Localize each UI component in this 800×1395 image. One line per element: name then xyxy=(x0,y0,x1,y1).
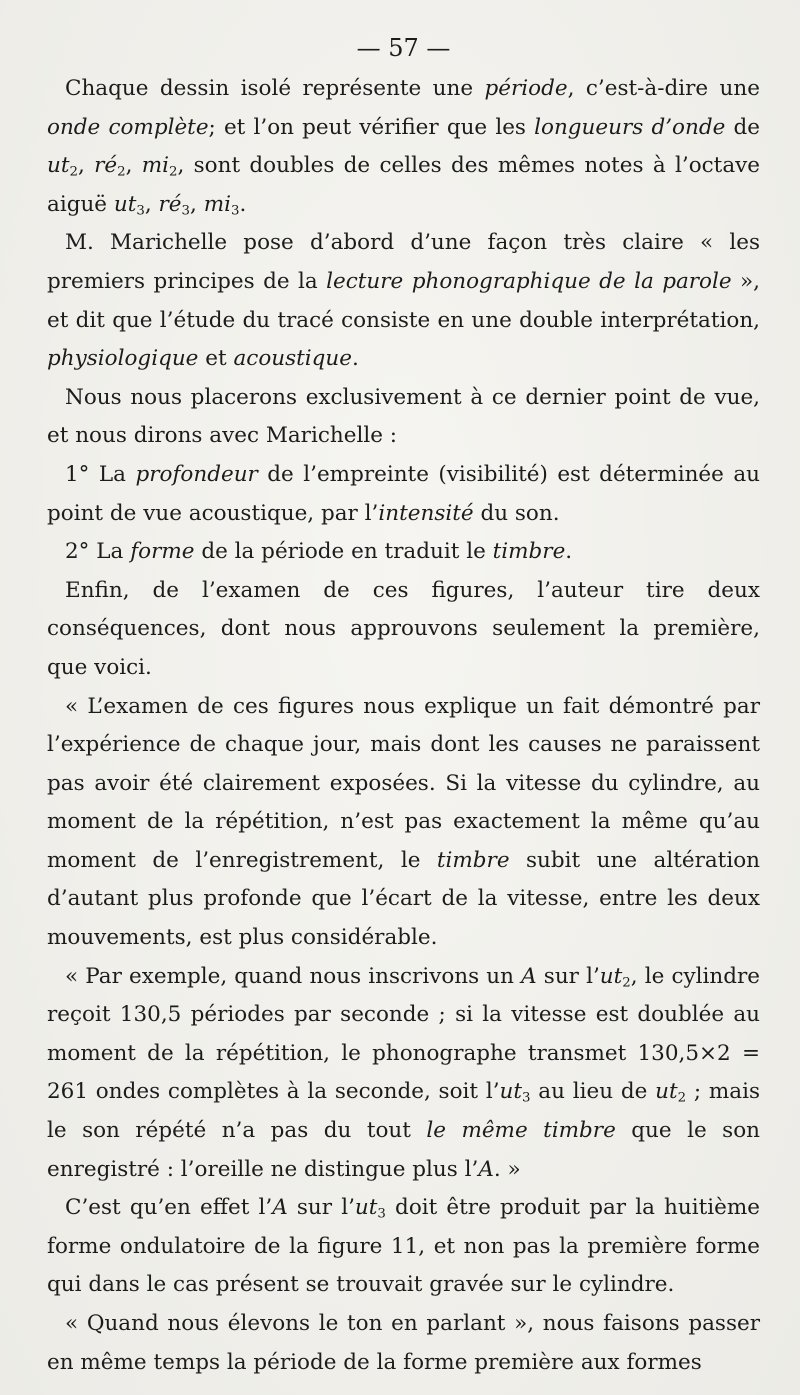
subscript: 3 xyxy=(136,203,145,219)
italic-text: lecture phonographique de la parole xyxy=(326,268,732,294)
page-number: — 57 — xyxy=(356,34,451,62)
text-run: de xyxy=(725,114,760,140)
italic-text: A xyxy=(272,1195,288,1221)
text-run: , xyxy=(190,191,204,217)
italic-text: physiologique xyxy=(47,346,199,372)
paragraph xyxy=(47,1305,760,1382)
text-run: , xyxy=(125,153,142,179)
subscript: 2 xyxy=(117,164,126,180)
text-run: M. Marichelle pose d’abord d’une façon très claire « les premiers principes de la xyxy=(47,230,760,294)
subscript: 2 xyxy=(677,1090,687,1106)
italic-text: ut xyxy=(655,1079,678,1105)
italic-text: timbre xyxy=(492,539,566,565)
text-run: », et dit que l’étude du tracé consiste en une double interprétation, xyxy=(47,268,761,333)
subscript: 3 xyxy=(181,203,191,219)
text-run: Chaque dessin isolé représente une xyxy=(65,76,485,101)
italic-text: mi xyxy=(203,191,231,217)
text-run: , c’est-à-dire une xyxy=(567,76,760,101)
text-run: . xyxy=(239,191,247,217)
text-run: au lieu de xyxy=(530,1079,656,1105)
paragraph xyxy=(47,379,760,456)
text-run: . » xyxy=(493,1156,521,1182)
text-run: ; mais le son répété n’a pas du tout xyxy=(47,1079,761,1144)
italic-text: le même timbre xyxy=(426,1118,616,1144)
text-run: « Quand nous élevons le ton en parlant », nous faisons passer en même temps la période de la forme première aux formes xyxy=(47,1311,760,1375)
text-run: sur l’ xyxy=(536,963,600,989)
text-run: de l’empreinte (visibilité) est déterminée au point de vue acoustique, par l’ xyxy=(47,461,760,526)
subscript: 3 xyxy=(522,1090,531,1106)
text-run: . xyxy=(352,346,359,372)
text-run: ; et l’on peut vérifier que les xyxy=(208,114,535,140)
text-run: et xyxy=(198,346,234,372)
italic-text: mi xyxy=(141,153,170,179)
text-run: 2° La xyxy=(65,539,131,565)
text-run: doit être produit par la huitième forme ondulatoire de la figure 11, et non pas la première forme qui dans le cas présent se trouvait gravée sur le cylindre. xyxy=(47,1195,760,1298)
italic-text: onde complète xyxy=(47,114,209,140)
italic-text: profondeur xyxy=(135,461,258,487)
text-run: sur l’ xyxy=(287,1195,355,1221)
italic-text: ut xyxy=(599,963,623,989)
text-run: Enfin, de l’examen de ces figures, l’auteur tire deux conséquences, dont nous approuvons seulement la première, que voici. xyxy=(47,577,760,680)
text-run: 1° La xyxy=(65,461,136,487)
italic-text: ut xyxy=(499,1079,523,1105)
subscript: 2 xyxy=(622,974,631,990)
paragraph xyxy=(47,456,760,533)
italic-text: acoustique xyxy=(233,346,352,372)
italic-text: ut xyxy=(354,1195,378,1221)
paragraph xyxy=(47,1189,760,1305)
italic-text: ut xyxy=(47,153,70,179)
text-run: C’est qu’en effet l’ xyxy=(65,1195,273,1221)
text-run: . xyxy=(565,539,573,565)
subscript: 2 xyxy=(69,164,78,180)
paragraph xyxy=(47,70,760,224)
body-text xyxy=(47,70,760,1382)
paragraph xyxy=(47,533,760,572)
subscript: 2 xyxy=(169,164,178,180)
subscript: 3 xyxy=(377,1206,386,1222)
italic-text: A xyxy=(521,963,537,989)
italic-text: période xyxy=(484,76,568,101)
text-run: de la période en traduit le xyxy=(194,539,493,565)
text-run: « L’examen de ces figures nous explique un fait démontré par l’expérience de chaque jour, mais dont les causes ne paraissent pas avoir été clairement exposées. Si la vitesse du cylindre, au moment de la répétition, n’est pas exactement la même qu’au moment de l’enregistrement, le xyxy=(47,693,760,873)
paragraph xyxy=(47,572,760,688)
text-run: « Par exemple, quand nous inscrivons un xyxy=(65,963,522,989)
text-run: que le son enregistré : l’oreille ne distingue plus l’ xyxy=(47,1118,760,1182)
text-run: , xyxy=(144,191,159,217)
italic-text: forme xyxy=(130,539,195,565)
italic-text: longueurs d’onde xyxy=(534,114,726,140)
italic-text: intensité xyxy=(378,500,474,526)
text-run: Nous nous placerons exclusivement à ce dernier point de vue, et nous dirons avec Marichelle : xyxy=(47,384,760,449)
italic-text: A xyxy=(478,1156,494,1182)
subscript: 3 xyxy=(230,203,240,219)
text-run: du son. xyxy=(473,500,560,526)
text-run: , sont doubles de celles des mêmes notes à l’octave aiguë xyxy=(47,153,761,217)
paragraph xyxy=(47,688,760,958)
text-run: subit une altération d’autant plus profonde que l’écart de la vitesse, entre les deux mouvements, est plus considérable. xyxy=(47,847,760,951)
italic-text: timbre xyxy=(436,847,510,873)
text-run: , le cylindre reçoit 130,5 périodes par seconde ; si la vitesse est doublée au moment de la répétition, le phonographe transmet 130,5×2 = 261 ondes complètes à la seconde, soit l’ xyxy=(47,963,761,1105)
italic-text: ré xyxy=(94,153,118,179)
paragraph xyxy=(47,958,760,1190)
paragraph xyxy=(47,224,760,378)
text-run: , xyxy=(77,153,95,179)
italic-text: ut xyxy=(113,191,137,217)
italic-text: ré xyxy=(158,191,182,217)
